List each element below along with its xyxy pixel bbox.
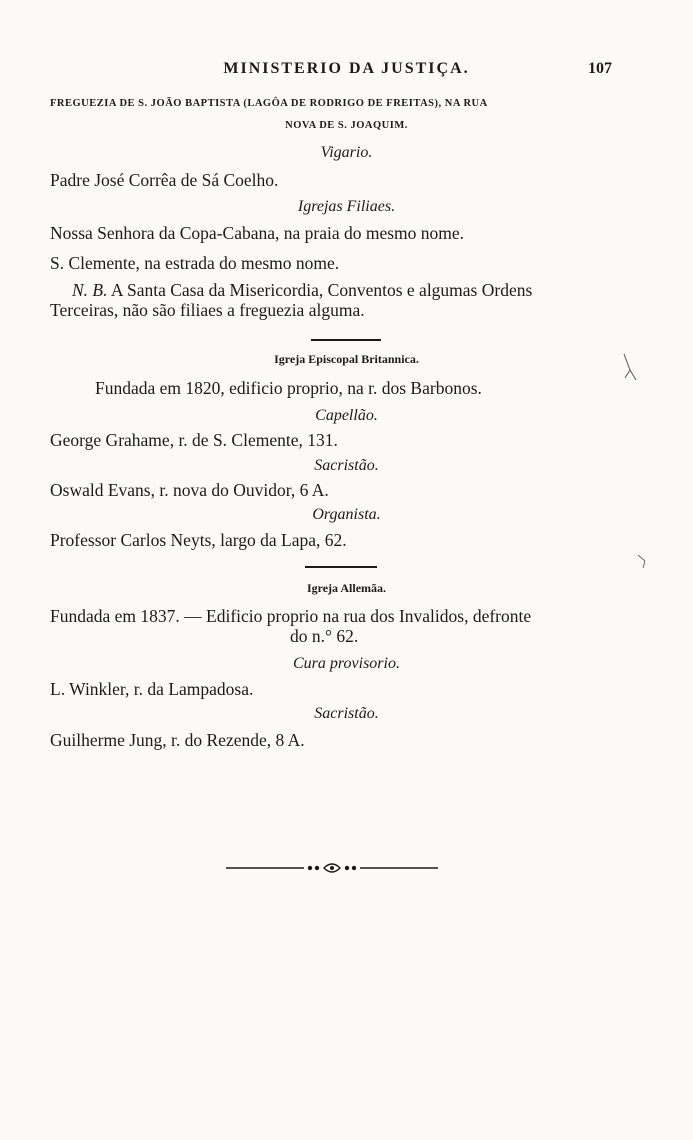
page-number: 107 (588, 60, 612, 77)
vicar-name: Padre José Corrêa de Sá Coelho. (50, 170, 279, 190)
chaplain-name: George Grahame, r. de S. Clemente, 131. (50, 430, 338, 450)
margin-mark (636, 552, 650, 570)
german-church-founded-line2: do n.° 62. (290, 626, 359, 646)
british-church-title: Igreja Episcopal Britannica. (274, 352, 419, 366)
note-line2: Terceiras, não são filiaes a freguezia alguma. (50, 300, 365, 320)
organist-label: Organista. (312, 506, 381, 523)
curate-label: Cura provisorio. (293, 655, 400, 672)
british-sacristan-label: Sacristão. (314, 457, 379, 474)
parish-heading-line2: NOVA DE S. JOAQUIM. (285, 120, 408, 131)
british-sacristan-name: Oswald Evans, r. nova do Ouvidor, 6 A. (50, 480, 329, 500)
note-prefix: N. B. (72, 280, 108, 300)
german-sacristan-label: Sacristão. (314, 705, 379, 722)
british-church-founded: Fundada em 1820, edificio proprio, na r. dos Barbonos. (95, 378, 482, 398)
organist-name: Professor Carlos Neyts, largo da Lapa, 62. (50, 530, 347, 550)
note-text-line1: A Santa Casa da Misericordia, Conventos e algumas Ordens (110, 280, 533, 300)
curate-name: L. Winkler, r. da Lampadosa. (50, 679, 254, 699)
vicar-label: Vigario. (320, 144, 373, 161)
chaplain-label: Capellão. (315, 407, 378, 424)
subsidiary-church-2: S. Clemente, na estrada do mesmo nome. (50, 253, 340, 273)
german-sacristan-name: Guilherme Jung, r. do Rezende, 8 A. (50, 730, 305, 750)
margin-mark (622, 352, 638, 382)
german-church-founded-line1: Fundada em 1837. — Edificio proprio na rua dos Invalidos, defronte (50, 606, 532, 626)
running-head: MINISTERIO DA JUSTIÇA. (223, 60, 470, 77)
tailpiece-ornament (224, 858, 440, 878)
section-divider (311, 339, 381, 341)
parish-heading-line1: FREGUEZIA DE S. JOÃO BAPTISTA (LAGÔA DE RODRIGO DE FREITAS), NA RUA (50, 98, 488, 109)
german-church-title: Igreja Allemãa. (306, 581, 387, 595)
section-divider (305, 566, 377, 568)
subsidiary-churches-label: Igrejas Filiaes. (297, 198, 396, 215)
note-line1 (72, 280, 532, 301)
subsidiary-church-1: Nossa Senhora da Copa-Cabana, na praia do mesmo nome. (50, 223, 465, 243)
